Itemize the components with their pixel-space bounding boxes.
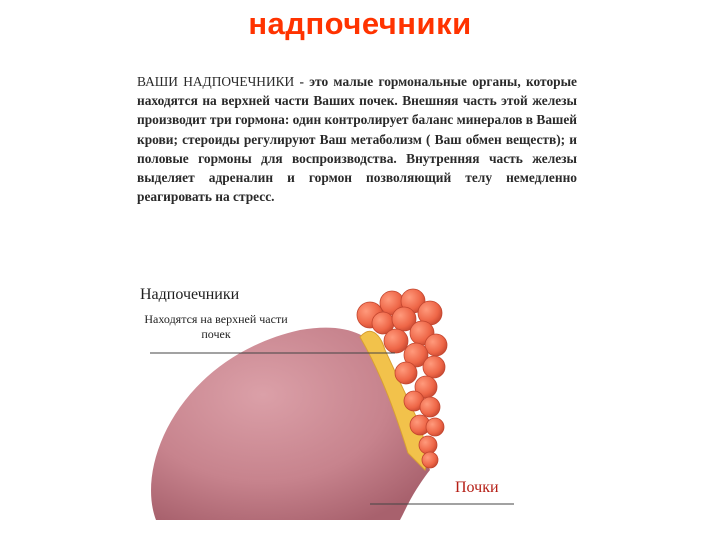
description-lead: ВАШИ НАДПОЧЕЧНИКИ [137, 74, 295, 89]
slide-title: надпочечники [248, 6, 472, 41]
kidney-label: Почки [455, 479, 499, 496]
adrenal-label: Надпочечники [140, 286, 240, 303]
adrenal-description [137, 72, 577, 206]
adrenal-location-label: Находятся на верхней части почек [144, 312, 288, 341]
description-body: - это малые гормональные органы, которые находятся на верхней части Ваших почек. Внешняя часть этой железы производит три гормона: один контролирует баланс минералов в Вашей крови; стероиды регулируют Ваш метаболизм ( Ваш обмен веществ); и половые гормоны для воспроизводства. Внутренняя часть железы выделяет адреналин и гормон позволяющий телу немедленно реагировать на стресс. [137, 74, 577, 205]
